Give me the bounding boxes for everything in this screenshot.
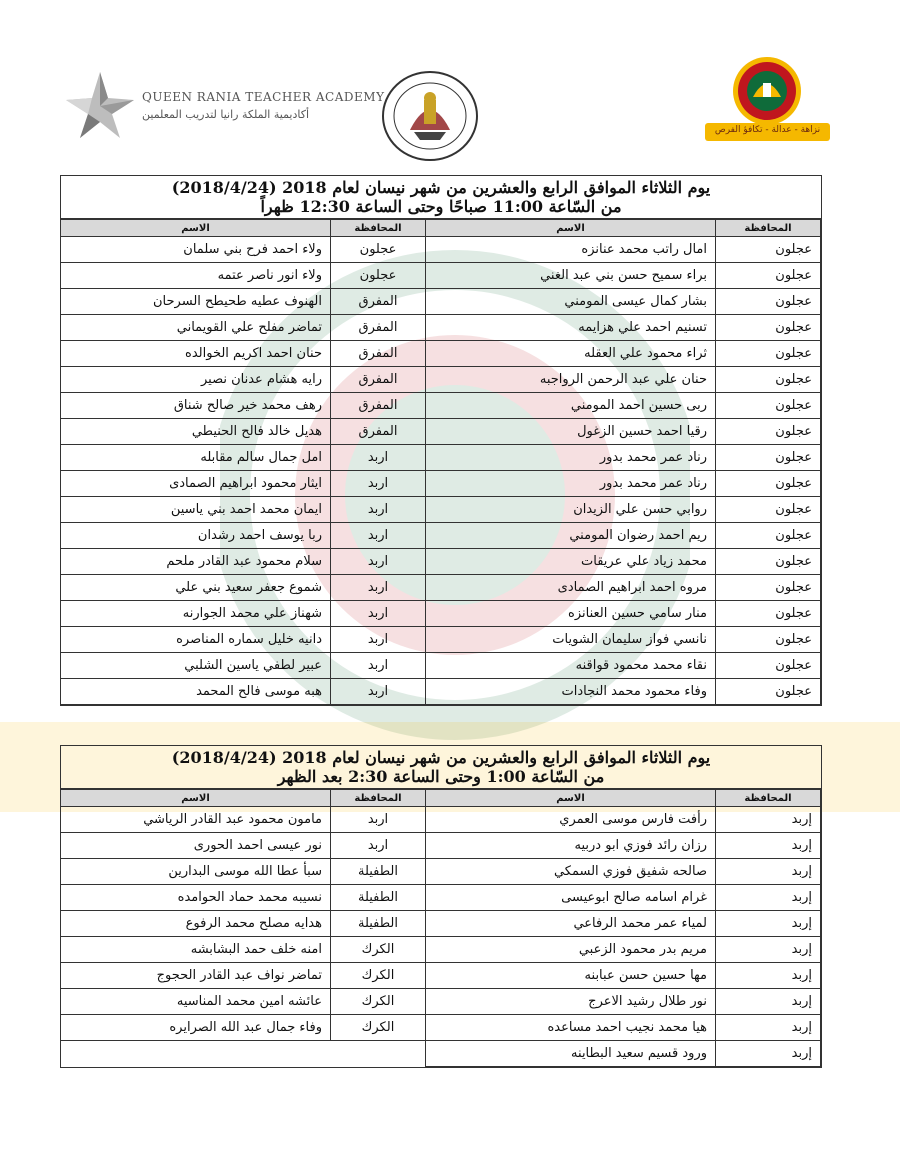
name-cell: هيا محمد نجيب احمد مساعده (426, 1015, 716, 1041)
governorate-cell: عجلون (716, 289, 821, 315)
name-cell: هبه موسى فالح المحمد (61, 679, 331, 705)
name-cell: نانسي فواز سليمان الشويات (426, 627, 716, 653)
governorate-cell: المفرق (331, 341, 426, 367)
name-cell: ورود قسيم سعيد البطاينه (426, 1041, 716, 1067)
name-cell: تسنيم احمد علي هزايمه (426, 315, 716, 341)
governorate-cell: اربد (331, 833, 426, 859)
table-row (61, 885, 821, 911)
name-cell: هديل خالد فالح الحنيطي (61, 419, 331, 445)
governorate-cell: إربد (716, 911, 821, 937)
name-cell: وفاء جمال عبد الله الصرايره (61, 1015, 331, 1041)
governorate-cell: المفرق (331, 367, 426, 393)
governorate-cell: المفرق (331, 419, 426, 445)
csb-banner-text: نزاهة - عدالة - تكافؤ الفرص (714, 125, 821, 135)
name-cell: روابي حسن علي الزيدان (426, 497, 716, 523)
col-name-header: الاسم (426, 790, 716, 807)
name-cell: وفاء محمود محمد النجادات (426, 679, 716, 705)
table-row (61, 237, 821, 263)
col-gov-header: المحافظة (331, 790, 426, 807)
name-cell: امنه خلف حمد البشابشه (61, 937, 331, 963)
table-row (61, 1015, 821, 1041)
governorate-cell: عجلون (716, 419, 821, 445)
name-cell: لمياء عمر محمد الرفاعي (426, 911, 716, 937)
session-1-time-line: من السّاعة 11:00 صباحًا وحتى الساعة 12:30 ظهراً (260, 197, 622, 216)
name-cell: حنان علي عبد الرحمن الرواجبه (426, 367, 716, 393)
name-cell: ايثار محمود ابراهيم الصمادى (61, 471, 331, 497)
session-2-date-line: يوم الثلاثاء الموافق الرابع والعشرين من شهر نيسان لعام 2018 (2018/4/24) (171, 748, 711, 767)
governorate-cell: اربد (331, 679, 426, 705)
name-cell: نور عيسى احمد الحورى (61, 833, 331, 859)
table-row (61, 419, 821, 445)
governorate-cell: عجلون (716, 341, 821, 367)
governorate-cell: إربد (716, 833, 821, 859)
name-cell: ربا يوسف احمد رشدان (61, 523, 331, 549)
table-row (61, 497, 821, 523)
name-cell: رقيا احمد حسين الزغول (426, 419, 716, 445)
governorate-cell: عجلون (331, 237, 426, 263)
name-cell: تماضر نواف عبد القادر الحجوج (61, 963, 331, 989)
governorate-cell: عجلون (716, 601, 821, 627)
table-row (61, 859, 821, 885)
governorate-cell: عجلون (331, 263, 426, 289)
governorate-cell: إربد (716, 963, 821, 989)
csb-banner (705, 123, 830, 141)
col-gov-header: المحافظة (331, 220, 426, 237)
table-row (61, 963, 821, 989)
governorate-cell: الكرك (331, 937, 426, 963)
name-cell: شهناز علي محمد الجوارنه (61, 601, 331, 627)
name-cell: رناد عمر محمد بدور (426, 445, 716, 471)
name-cell: ولاء احمد فرح بني سلمان (61, 237, 331, 263)
name-cell: براء سميح حسن بني عبد الغني (426, 263, 716, 289)
name-cell: مريم بدر محمود الزعبي (426, 937, 716, 963)
governorate-cell: اربد (331, 497, 426, 523)
table-row (61, 393, 821, 419)
qrta-name-en: QUEEN RANIA TEACHER ACADEMY (142, 90, 385, 104)
governorate-cell: عجلون (716, 263, 821, 289)
name-cell: دانيه خليل سماره المناصره (61, 627, 331, 653)
table-row (61, 523, 821, 549)
table-row (61, 937, 821, 963)
governorate-cell: عجلون (716, 237, 821, 263)
table-row (61, 289, 821, 315)
name-cell: هدايه مصلح محمد الرفوع (61, 911, 331, 937)
name-cell: نسيبه محمد حماد الحوامده (61, 885, 331, 911)
name-cell: تماضر مفلح علي القويماني (61, 315, 331, 341)
table-row (61, 911, 821, 937)
qrta-logo (62, 70, 385, 140)
governorate-cell: إربد (716, 937, 821, 963)
session-1-table (60, 219, 821, 705)
governorate-cell: المفرق (331, 315, 426, 341)
table-row (61, 575, 821, 601)
table-row (61, 653, 821, 679)
governorate-cell: اربد (331, 523, 426, 549)
name-cell: سبأ عطا الله موسى البدارين (61, 859, 331, 885)
table-row (61, 445, 821, 471)
name-cell: مامون محمود عبد القادر الرياشي (61, 807, 331, 833)
governorate-cell: عجلون (716, 367, 821, 393)
governorate-cell: اربد (331, 627, 426, 653)
table-header-row (61, 790, 821, 807)
governorate-cell: إربد (716, 885, 821, 911)
name-cell: حنان احمد اكريم الخوالده (61, 341, 331, 367)
governorate-cell: اربد (331, 653, 426, 679)
name-cell: ولاء انور ناصر عتمه (61, 263, 331, 289)
session-2-table (60, 789, 821, 1067)
name-cell: منار سامي حسين العنانزه (426, 601, 716, 627)
governorate-cell: الكرك (331, 1015, 426, 1041)
governorate-cell: المفرق (331, 289, 426, 315)
name-cell: غرام اسامه صالح ابوعيسى (426, 885, 716, 911)
civil-service-bureau-logo (705, 55, 830, 155)
name-cell: بشار كمال عيسى المومني (426, 289, 716, 315)
name-cell: مروه احمد ابراهيم الصمادى (426, 575, 716, 601)
name-cell: امل جمال سالم مقابله (61, 445, 331, 471)
governorate-cell: اربد (331, 575, 426, 601)
name-cell: رأفت فارس موسى العمري (426, 807, 716, 833)
governorate-cell (331, 1041, 426, 1067)
session-1-title (61, 176, 821, 219)
col-gov-header: المحافظة (716, 790, 821, 807)
governorate-cell: إربد (716, 859, 821, 885)
governorate-cell: إربد (716, 807, 821, 833)
name-cell: رهف محمد خير صالح شناق (61, 393, 331, 419)
governorate-cell: الكرك (331, 963, 426, 989)
qrta-name-ar: أكاديمية الملكة رانيا لتدريب المعلمين (142, 108, 310, 121)
table-row (61, 549, 821, 575)
session-1-date-line: يوم الثلاثاء الموافق الرابع والعشرين من شهر نيسان لعام 2018 (2018/4/24) (171, 178, 711, 197)
governorate-cell: عجلون (716, 497, 821, 523)
table-row (61, 627, 821, 653)
name-cell: امال راتب محمد عنانزه (426, 237, 716, 263)
governorate-cell: اربد (331, 471, 426, 497)
table-row (61, 341, 821, 367)
col-name-header: الاسم (426, 220, 716, 237)
name-cell: نقاء محمد محمود قواقنه (426, 653, 716, 679)
session-2-title (61, 746, 821, 789)
governorate-cell: الطفيلة (331, 859, 426, 885)
governorate-cell: عجلون (716, 445, 821, 471)
governorate-cell: إربد (716, 989, 821, 1015)
governorate-cell: اربد (331, 807, 426, 833)
table-row (61, 679, 821, 705)
name-cell: سلام محمود عبد القادر ملحم (61, 549, 331, 575)
name-cell (61, 1041, 331, 1067)
table-row (61, 471, 821, 497)
governorate-cell: اربد (331, 445, 426, 471)
seal-emblem-icon (380, 70, 480, 162)
page-header (0, 0, 900, 170)
governorate-cell: عجلون (716, 575, 821, 601)
name-cell: مها حسين حسن عبابنه (426, 963, 716, 989)
governorate-cell: عجلون (716, 627, 821, 653)
governorate-cell: عجلون (716, 393, 821, 419)
governorate-cell: إربد (716, 1041, 821, 1067)
name-cell: عائشه امين محمد المناسيه (61, 989, 331, 1015)
col-gov-header: المحافظة (716, 220, 821, 237)
governorate-cell: اربد (331, 601, 426, 627)
session-2-block (60, 745, 822, 1068)
col-name-header: الاسم (61, 220, 331, 237)
table-row (61, 807, 821, 833)
table-row (61, 263, 821, 289)
csb-emblem-icon (705, 55, 830, 125)
name-cell: شموع جعفر سعيد بني علي (61, 575, 331, 601)
governorate-cell: المفرق (331, 393, 426, 419)
col-name-header: الاسم (61, 790, 331, 807)
name-cell: عبير لطفي ياسين الشلبي (61, 653, 331, 679)
governorate-cell: الطفيلة (331, 885, 426, 911)
table-row (61, 833, 821, 859)
session-1-block (60, 175, 822, 706)
governorate-cell: الكرك (331, 989, 426, 1015)
session-2-time-line: من السّاعة 1:00 وحتى الساعة 2:30 بعد الظهر (277, 767, 605, 786)
table-row (61, 601, 821, 627)
name-cell: ثراء محمود علي العقله (426, 341, 716, 367)
table-header-row (61, 220, 821, 237)
governorate-cell: عجلون (716, 549, 821, 575)
name-cell: الهنوف عطيه طحيطح السرحان (61, 289, 331, 315)
name-cell: محمد زياد علي عريقات (426, 549, 716, 575)
name-cell: رزان رائد فوزي ابو دربيه (426, 833, 716, 859)
table-row (61, 315, 821, 341)
governorate-cell: إربد (716, 1015, 821, 1041)
governorate-cell: عجلون (716, 471, 821, 497)
table-row (61, 1041, 821, 1067)
governorate-cell: عجلون (716, 653, 821, 679)
table-row (61, 989, 821, 1015)
governorate-cell: الطفيلة (331, 911, 426, 937)
name-cell: نور طلال رشيد الاعرج (426, 989, 716, 1015)
name-cell: صالحه شفيق فوزي السمكي (426, 859, 716, 885)
governorate-cell: عجلون (716, 315, 821, 341)
name-cell: ريم احمد رضوان المومني (426, 523, 716, 549)
table-row (61, 367, 821, 393)
qrta-star-icon (62, 70, 137, 140)
ministry-of-education-seal (380, 70, 480, 162)
name-cell: رايه هشام عدنان نصير (61, 367, 331, 393)
governorate-cell: عجلون (716, 523, 821, 549)
name-cell: ربى حسين احمد المومني (426, 393, 716, 419)
governorate-cell: عجلون (716, 679, 821, 705)
governorate-cell: اربد (331, 549, 426, 575)
name-cell: رناد عمر محمد بدور (426, 471, 716, 497)
name-cell: ايمان محمد احمد بني ياسين (61, 497, 331, 523)
